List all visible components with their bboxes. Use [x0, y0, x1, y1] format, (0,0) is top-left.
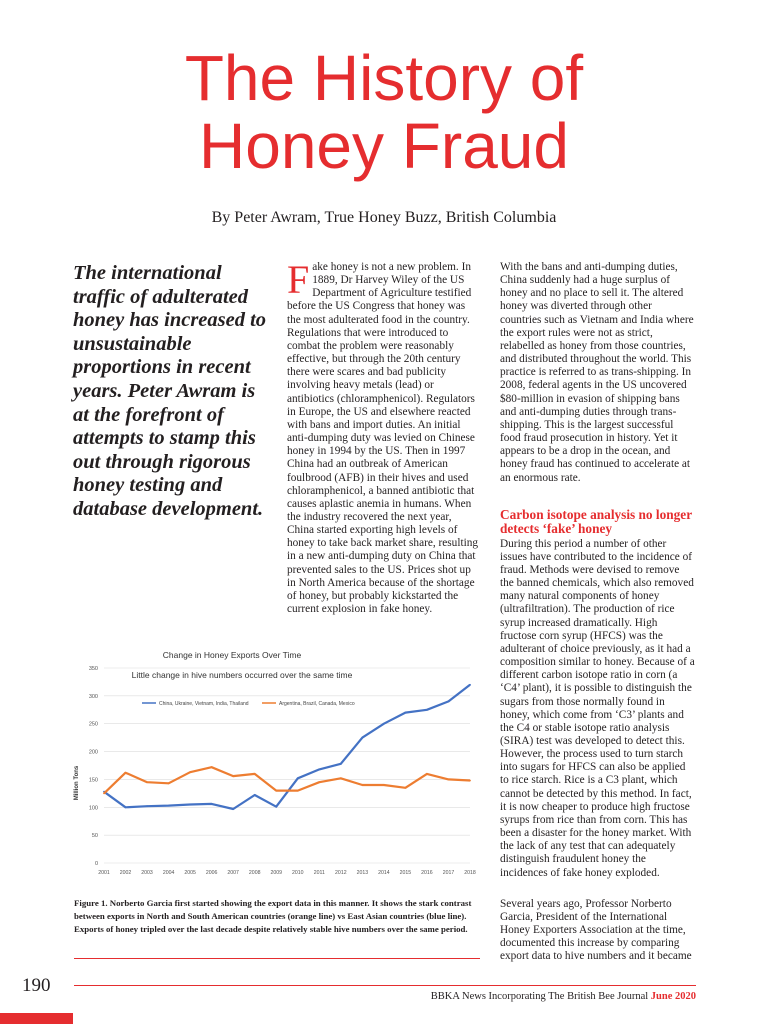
data-point: [318, 781, 320, 783]
paragraph-trans-shipping: With the bans and anti-dumping duties, China suddenly had a huge surplus of honey and no place to sell it. The altered honey was diverted through other countries such as Vietnam and India where the export rules were not as strict, relabelled as honey from those countries, and distributed throughout the world. This practice is referred to as trans-shipping. In 2008, federal agents in the US uncovered $80-million in evasion of shipping bans and anti-dumping duties through trans-shipping. This is the largest successful food fraud prosecution in history. Yet it appears to be a drop in the ocean, and honey fraud has continued to accelerate at an enormous rate.: [500, 261, 694, 484]
footer-rule: [74, 985, 696, 986]
data-point: [383, 723, 385, 725]
x-tick-label: 2004: [162, 870, 175, 876]
data-point: [254, 773, 256, 775]
data-point: [125, 806, 127, 808]
paragraph-garcia: Several years ago, Professor Norberto Garcia, President of the International Honey Exporters Association at the time, documented this increase by comparing export data to hive numbers and it became: [500, 897, 692, 963]
data-point: [146, 805, 148, 807]
x-tick-label: 2005: [184, 870, 196, 876]
byline: By Peter Awram, True Honey Buzz, British Columbia: [211, 209, 557, 226]
caption-rule: [74, 958, 480, 959]
section-subheading: Carbon isotope analysis no longer detects ‘fake’ honey: [500, 506, 692, 537]
y-tick-label: 150: [88, 777, 98, 784]
x-tick-label: 2003: [141, 870, 153, 876]
journal-name: BBKA News Incorporating The British Bee Journal: [430, 991, 649, 1002]
x-tick-label: 2015: [399, 870, 412, 876]
paragraph-carbon-isotope: During this period a number of other issues have contributed to the incidence of fraud. Methods were devised to remove the banned chemicals, which also removed many natural components of honey (ultrafiltration). The production of rice syrup increased dramatically. High fructose corn syrup (HFCS) was the adulterant of choice previously, as it had a composition similar to honey. Because of a different carbon isotope ratio in corn (a ‘C4’ plant), it is possible to distinguish the sugars from those normally found in honey, which come from ‘C3’ plants and the C4 or stable isotope ratio analysis (SIRA) test was developed to detect this. However, the process used to turn starch into sugars for HFCS can also be applied to rice starch. Rice is a C3 plant, which cannot be detected by this method. In fact, it is now cheaper to produce high fructose syrups from rice than from corn. This has been a disaster for the honey market. With the lack of any test that can adequately distinguish fraudulent honey the incidences of fake honey exploded.: [500, 537, 695, 879]
data-point: [168, 782, 170, 784]
x-tick-label: 2007: [227, 870, 239, 876]
y-tick-label: 50: [91, 833, 98, 840]
data-point: [211, 766, 213, 768]
column-right: [500, 261, 696, 964]
footer-journal: [431, 991, 696, 1002]
data-point: [383, 784, 385, 786]
title-line-1: The History of: [184, 42, 584, 114]
data-point: [254, 794, 256, 796]
x-tick-label: 2014: [378, 870, 390, 876]
y-tick-label: 0: [94, 861, 98, 867]
data-point: [426, 773, 428, 775]
drop-cap: F: [287, 257, 310, 302]
data-point: [232, 808, 234, 810]
data-point: [297, 777, 299, 779]
issue-date: June 2020: [650, 991, 696, 1002]
y-axis-label: Million Tons: [74, 765, 80, 801]
data-point: [448, 779, 450, 781]
x-tick-label: 2002: [119, 870, 132, 876]
data-point: [469, 684, 471, 686]
x-tick-label: 2001: [98, 870, 110, 876]
data-point: [189, 804, 191, 806]
data-point: [340, 777, 342, 779]
y-tick-label: 250: [88, 721, 98, 728]
data-point: [426, 709, 428, 711]
data-point: [469, 780, 471, 782]
data-point: [405, 787, 407, 789]
data-point: [448, 701, 450, 703]
y-tick-label: 350: [88, 666, 98, 672]
x-tick-label: 2009: [270, 870, 283, 876]
data-point: [232, 775, 234, 777]
column-middle: [287, 257, 479, 616]
article-title: [0, 44, 768, 180]
data-point: [189, 771, 191, 773]
data-point: [146, 781, 148, 783]
x-tick-label: 2018: [464, 870, 476, 876]
data-point: [361, 737, 363, 739]
honey-exports-chart: [72, 643, 478, 881]
data-point: [318, 769, 320, 771]
figure-caption: Figure 1. Norberto Garcia first started showing the export data in this manner. It shows the stark contrast between exports in North and South American countries (orange line) vs East Asian countries (blue line). Exports of honey tripled over the last decade despite relatively stable hive numbers over the same period.: [74, 898, 472, 934]
data-point: [340, 763, 342, 765]
x-tick-label: 2010: [291, 870, 304, 876]
data-point: [168, 805, 170, 807]
data-point: [275, 806, 277, 808]
data-point: [103, 792, 105, 794]
legend-label: China, Ukraine, Vietnam, India, Thailand: [159, 701, 249, 707]
y-tick-label: 100: [88, 805, 98, 812]
red-corner-bar: [0, 1013, 73, 1024]
data-point: [361, 784, 363, 786]
x-tick-label: 2008: [248, 870, 261, 876]
title-line-2: Honey Fraud: [199, 110, 569, 182]
page-number: 190: [22, 975, 51, 996]
x-tick-label: 2013: [356, 870, 369, 876]
x-tick-label: 2017: [442, 870, 455, 876]
paragraph-intro: [287, 257, 479, 616]
data-point: [275, 790, 277, 792]
data-point: [405, 712, 407, 714]
x-tick-label: 2016: [421, 870, 433, 876]
chart-subtitle: Little change in hive numbers occurred over the same time: [131, 670, 353, 680]
x-tick-label: 2011: [313, 870, 325, 876]
paragraph-intro-text: ake honey is not a new problem. In 1889, Dr Harvey Wiley of the US Department of Agriculture testified before the US Congress that honey was the most adulterated food in the country. Regulations that were introduced to combat the problem were reasonably effective, but through the 20th century there were scares and bad publicity involving heavy metals (lead) or antibiotics (chloramphenicol). Regulators in Europe, the US and elsewhere reacted with bans and import duties. An initial anti-dumping duty was levied on Chinese honey in 1994 by the US. Then in 1997 China had an outbreak of American foulbrood (AFB) in their hives and used chloramphenicol, a banned antibiotic that causes aplastic anemia in humans. When the industry recovered the next year, China started exporting high levels of honey to take back market share, resulting in a new anti-dumping duty on China that prevented sales to the US. Prices shot up in North America because of the shortage of honey, but probably kickstarted the current explosion in fake honey.: [287, 261, 479, 616]
legend-label: Argentina, Brazil, Canada, Mexico: [279, 701, 355, 707]
data-point: [297, 790, 299, 792]
y-tick-label: 300: [88, 693, 98, 700]
x-tick-label: 2012: [335, 870, 347, 876]
chart-title: Change in Honey Exports Over Time: [162, 650, 302, 660]
data-point: [125, 772, 127, 774]
y-tick-label: 200: [88, 749, 98, 756]
x-tick-label: 2006: [205, 870, 218, 876]
standfirst: The international traffic of adulterated honey has increased to unsustainable proportions in recent years. Peter Awram is at the forefront of attempts to stamp this out through rigorous honey testing and database development.: [73, 262, 267, 520]
data-point: [211, 803, 213, 805]
